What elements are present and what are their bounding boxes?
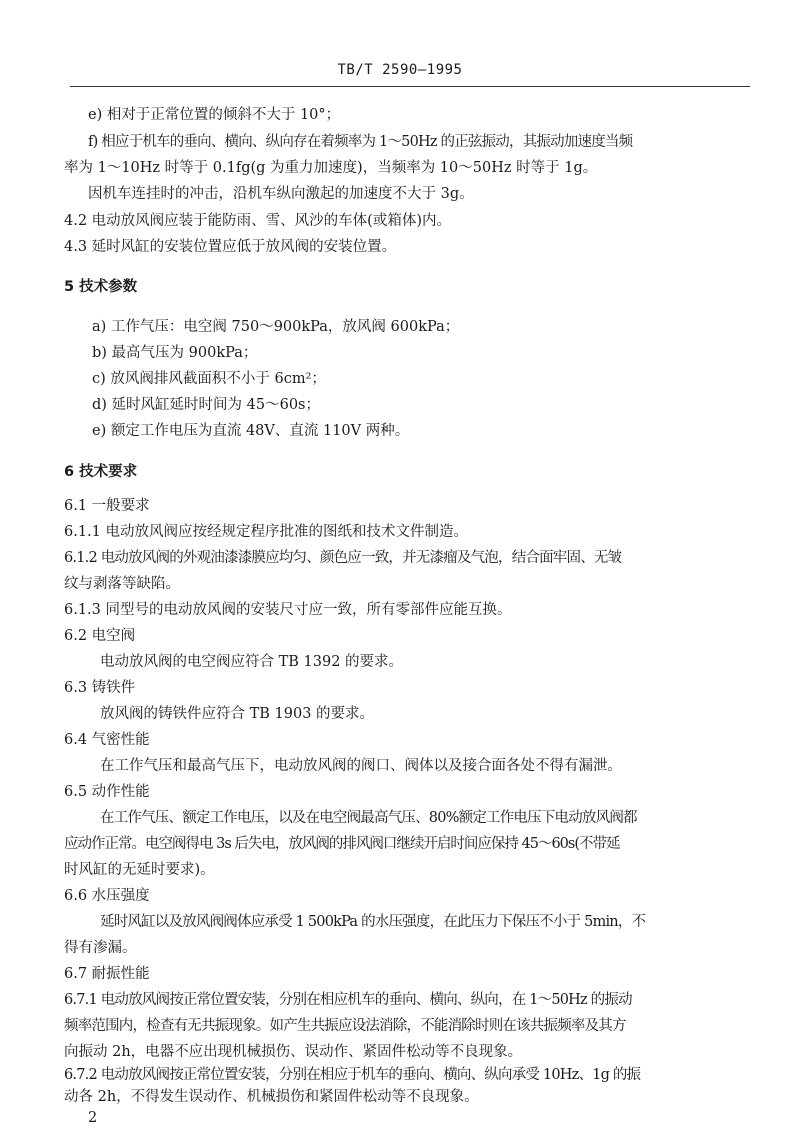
text-line-5d: d) 延时风缸延时时间为 45～60s； [92,397,320,413]
text-line-6-7: 6.7 耐振性能 [64,966,150,982]
text-line-e-tilt: e) 相对于正常位置的倾斜不大于 10°； [88,107,341,123]
text-line-f-vibration-2: 率为 1～10Hz 时等于 0.1fg(g 为重力加速度)，当频率为 10～50Hz 时等于 1g。 [64,160,598,176]
section-heading-6: 6 技术要求 [64,464,138,480]
text-line-6-2: 6.2 电空阀 [64,628,136,644]
text-line-6-1-2a: 6.1.2 电动放风阀的外观油漆漆膜应均匀、颜色应一致，并无漆瘤及气泡，结合面牢固、无皱 [64,550,622,566]
text-line-6-5: 6.5 动作性能 [64,784,150,800]
text-line-6-1-2b: 纹与剥落等缺陷。 [64,576,180,592]
text-line-6-1-1: 6.1.1 电动放风阀应按经规定程序批准的图纸和技术文件制造。 [64,524,469,540]
text-line-6-4: 6.4 气密性能 [64,732,150,748]
text-line-5a: a) 工作气压：电空阀 750～900kPa，放风阀 600kPa； [92,319,460,335]
text-line-6-7-1a: 6.7.1 电动放风阀按正常位置安装，分别在相应机车的垂向、横向、纵向，在 1～50Hz 的振动 [64,992,632,1008]
text-line-6-5-body2: 应动作正常。电空阀得电 3s 后失电，放风阀的排风阀口继续开启时间应保持 45～60s(不带延 [64,836,620,852]
text-line-6-5-body1: 在工作气压、额定工作电压，以及在电空阀最高气压、80%额定工作电压下电动放风阀都 [100,810,637,826]
text-line-6-3-body: 放风阀的铸铁件应符合 TB 1903 的要求。 [100,706,375,722]
text-line-4-3: 4.3 延时风缸的安装位置应低于放风阀的安装位置。 [64,239,397,255]
text-line-6-2-body: 电动放风阀的电空阀应符合 TB 1392 的要求。 [100,654,404,670]
text-line-f-vibration-1: f) 相应于机车的垂向、横向、纵向存在着频率为 1～50Hz 的正弦振动，其振动加速度当频 [88,134,633,150]
text-line-6-5-body3: 时风缸的无延时要求)。 [64,862,215,878]
text-line-6-6-body1: 延时风缸以及放风阀阀体应承受 1 500kPa 的水压强度，在此压力下保压不小于 5min，不 [100,914,646,930]
text-line-impact: 因机车连挂时的冲击，沿机车纵向激起的加速度不大于 3g。 [88,186,474,202]
text-line-5e: e) 额定工作电压为直流 48V、直流 110V 两种。 [92,423,410,439]
page-number: 2 [88,1110,98,1126]
text-line-6-3: 6.3 铸铁件 [64,680,136,696]
text-line-6-7-1b: 频率范围内，检查有无共振现象。如产生共振应设法消除，不能消除时则在该共振频率及其方 [64,1018,626,1034]
text-line-6-4-body: 在工作气压和最高气压下，电动放风阀的阀口、阀体以及接合面各处不得有漏泄。 [100,758,622,774]
section-heading-5: 5 技术参数 [64,279,138,295]
text-line-6-1-3: 6.1.3 同型号的电动放风阀的安装尺寸应一致，所有零部件应能互换。 [64,602,512,618]
text-line-6-7-1c: 向振动 2h，电器不应出现机械损伤、误动作、紧固件松动等不良现象。 [64,1044,523,1060]
text-line-6-1: 6.1 一般要求 [64,498,150,514]
header-rule [70,86,750,87]
text-line-5c: c) 放风阀排风截面积不小于 6cm²； [92,371,326,387]
text-line-4-2: 4.2 电动放风阀应装于能防雨、雪、风沙的车体(或箱体)内。 [64,213,451,229]
document-header: TB/T 2590—1995 [337,62,463,78]
text-line-6-7-2b: 动各 2h，不得发生误动作、机械损伤和紧固件松动等不良现象。 [64,1089,479,1105]
text-line-6-6-body2: 得有渗漏。 [64,940,137,956]
text-line-6-6: 6.6 水压强度 [64,888,150,904]
text-line-5b: b) 最高气压为 900kPa； [92,345,258,361]
text-line-6-7-2a: 6.7.2 电动放风阀按正常位置安装，分别在相应于机车的垂向、横向、纵向承受 10Hz、1g 的振 [64,1067,641,1083]
